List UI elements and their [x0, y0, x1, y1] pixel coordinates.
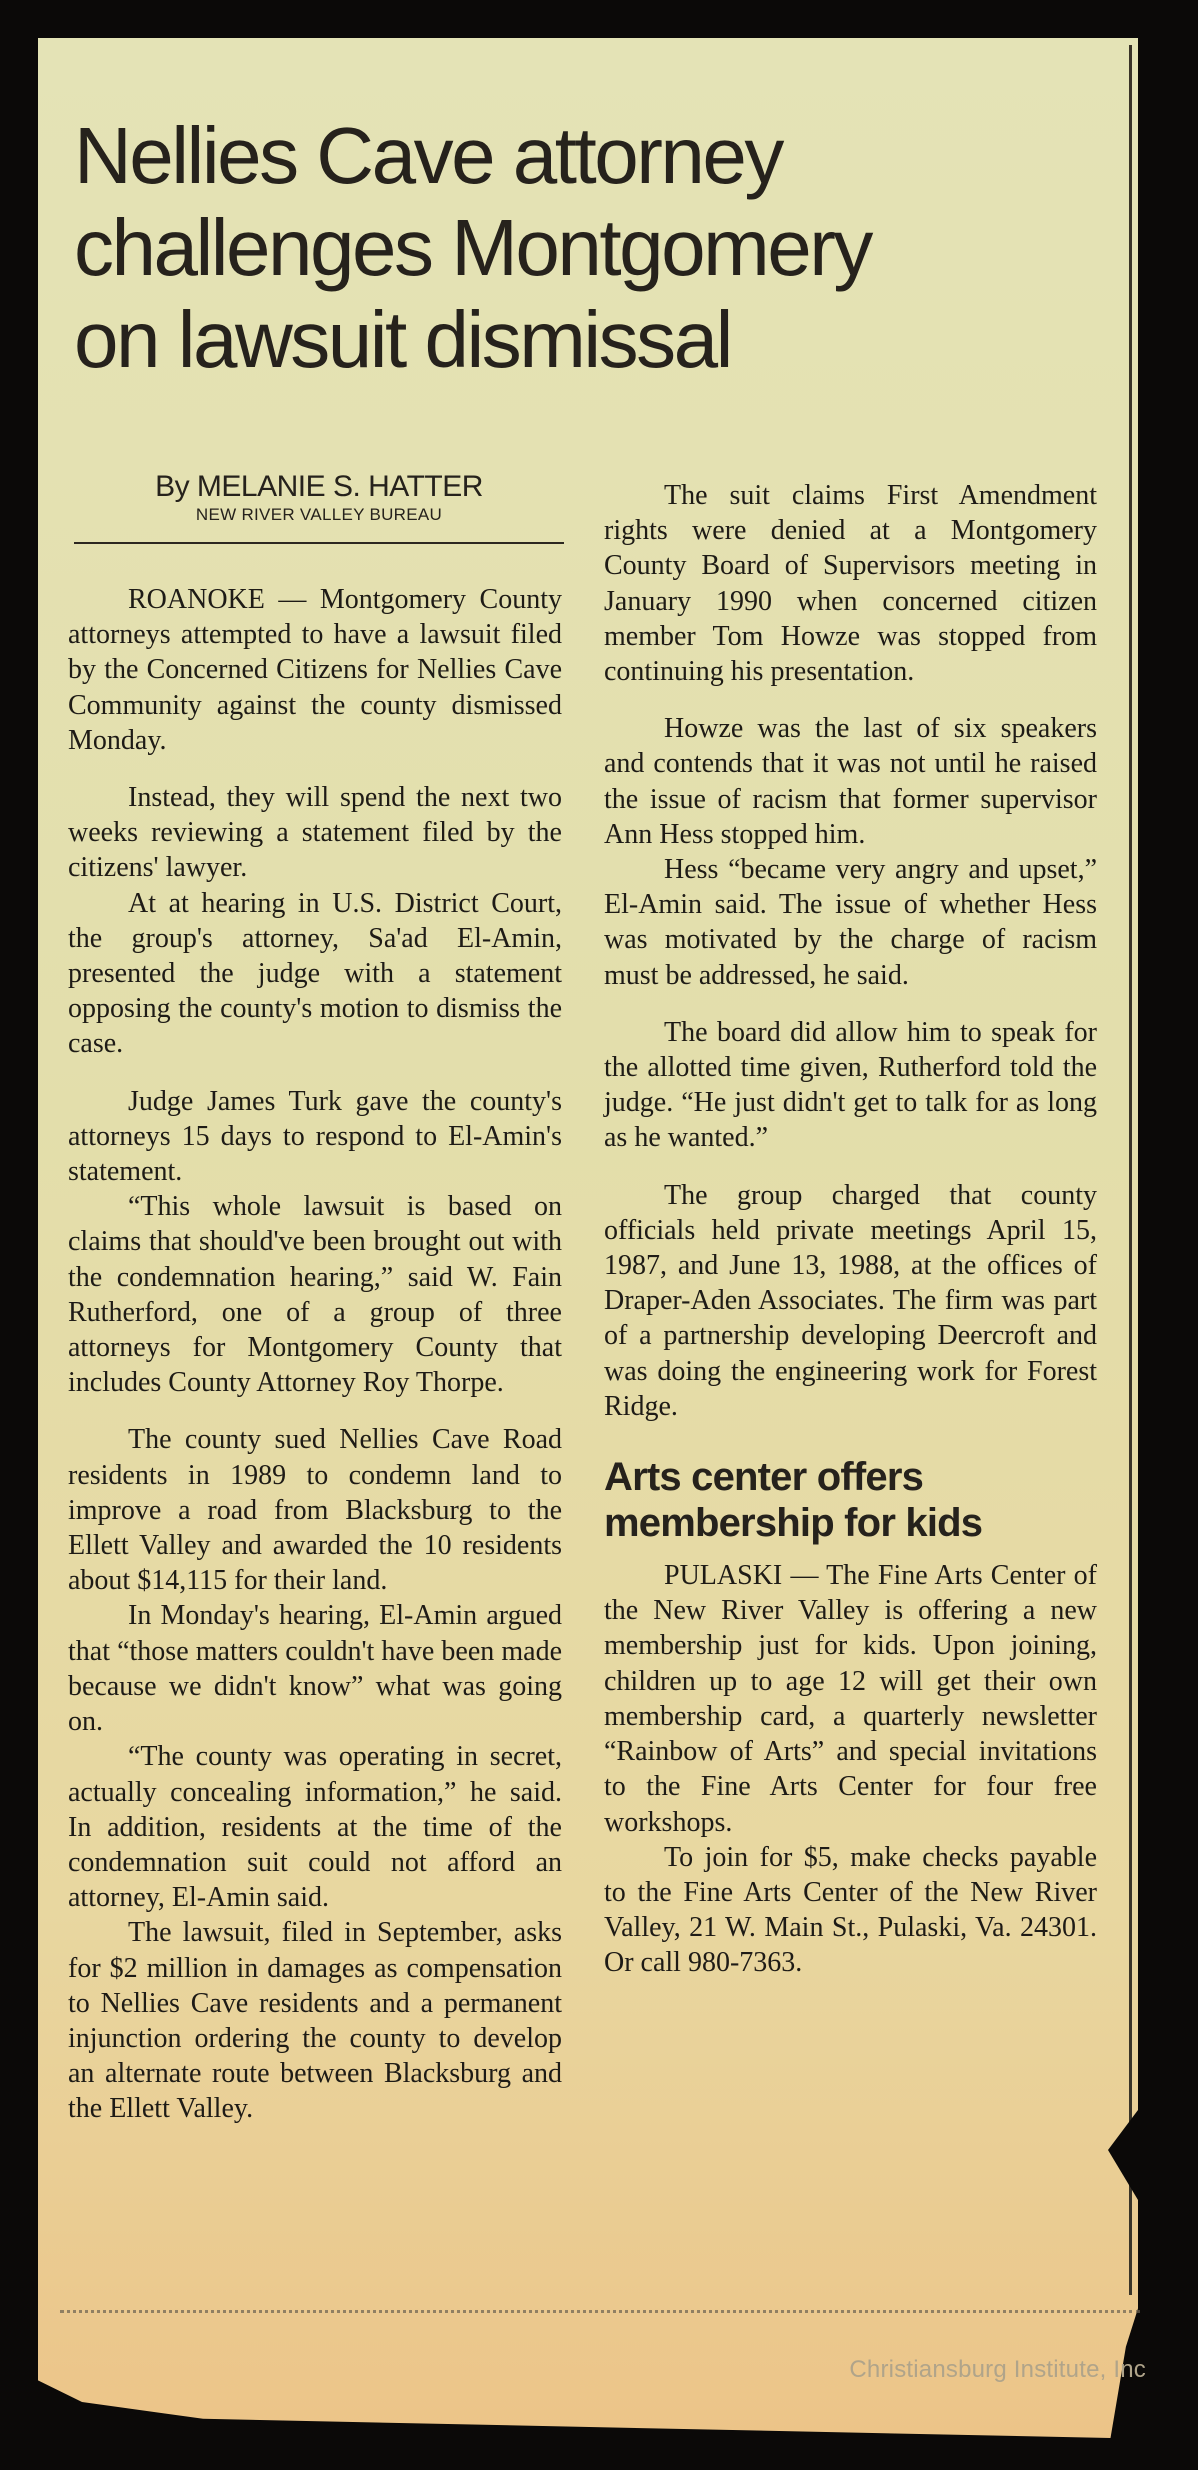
paragraph: The group charged that county officials held private meetings April 15, 1987, and June 13, 1988, at the offices of Draper-Aden Associates. The firm was part of a partnership developing Deercroft and was doing the engineering work for Forest Ridge.	[604, 1179, 1097, 1422]
brief-paragraph: PULASKI — The Fine Arts Center of the New River Valley is offering a new membership just for kids. Upon joining, children up to age 12 will get their own membership card, a quarterly newsletter “Rainbow of Arts” and special invitations to the Fine Arts Center for four free workshops.	[604, 1560, 1097, 1838]
paragraph: In Monday's hearing, El-Amin argued that “those matters couldn't have been made because we didn't know” what was going on.	[68, 1600, 562, 1738]
paragraph: The suit claims First Amendment rights were denied at a Montgomery County Board of Supervisors meeting in January 1990 when concerned citizen member Tom Howze was stopped from continuing his presentation.	[604, 480, 1097, 688]
watermark: Christiansburg Institute, Inc	[849, 2356, 1146, 2383]
byline-author: By MELANIE S. HATTER	[155, 470, 483, 503]
paragraph: ROANOKE — Montgomery County attorneys attempted to have a lawsuit filed by the Concerned Citizens for Nellies Cave Community against the county dismissed Monday.	[68, 584, 562, 756]
paragraph: The board did allow him to speak for the allotted time given, Rutherford told the judge. “He just didn't get to talk for as long as he wanted.”	[604, 1016, 1097, 1154]
brief-headline: Arts center offers membership for kids	[604, 1455, 983, 1546]
column-rule	[1129, 45, 1132, 2295]
paragraph: Howze was the last of six speakers and contends that it was not until he raised the issue of racism that former supervisor Ann Hess stopped him.	[604, 713, 1097, 850]
brief-paragraph: To join for $5, make checks payable to the Fine Arts Center of the New River Valley, 21 W. Main St., Pulaski, Va. 24301. Or call 980-7363.	[604, 1841, 1097, 1979]
article-column-1	[68, 582, 562, 2127]
paragraph: “This whole lawsuit is based on claims that should've been brought out with the condemnation hearing,” said W. Fain Rutherford, one of a group of three attorneys for Montgomery County that includes County Attorney Roy Thorpe.	[68, 1191, 562, 1399]
byline-divider	[74, 542, 564, 544]
paragraph: The county sued Nellies Cave Road residents in 1989 to condemn land to improve a road from Blacksburg to the Ellett Valley and awarded the 10 residents about $14,115 for their land.	[68, 1424, 562, 1597]
paragraph: The lawsuit, filed in September, asks for $2 million in damages as compensation to Nellies Cave residents and a permanent injunction ordering the county to develop an alternate route between Blacksburg and the Ellett Valley.	[68, 1917, 562, 2125]
article-column-2	[604, 478, 1097, 1981]
headline-line-3: on lawsuit dismissal	[74, 295, 731, 384]
byline-bureau: NEW RIVER VALLEY BUREAU	[195, 505, 443, 524]
paragraph: Judge James Turk gave the county's attorneys 15 days to respond to El-Amin's statement.	[68, 1085, 562, 1188]
paragraph: Hess “became very angry and upset,” El-Amin said. The issue of whether Hess was motivated by the charge of racism must be addressed, he said.	[604, 854, 1097, 991]
headline-line-2: challenges Montgomery	[74, 203, 871, 292]
article-headline	[74, 110, 1114, 386]
perforation-line	[60, 2310, 1140, 2313]
headline-line-1: Nellies Cave attorney	[74, 111, 782, 200]
byline	[74, 470, 564, 525]
paragraph: “The county was operating in secret, actually concealing information,” he said. In addition, residents at the time of the condemnation suit could not afford an attorney, El-Amin said.	[68, 1741, 562, 1914]
paragraph: At at hearing in U.S. District Court, the group's attorney, Sa'ad El-Amin, presented the judge with a statement opposing the county's motion to dismiss the case.	[68, 887, 562, 1060]
paragraph: Instead, they will spend the next two weeks reviewing a statement filed by the citizens' lawyer.	[68, 782, 562, 884]
torn-edge	[1108, 2110, 1138, 2200]
